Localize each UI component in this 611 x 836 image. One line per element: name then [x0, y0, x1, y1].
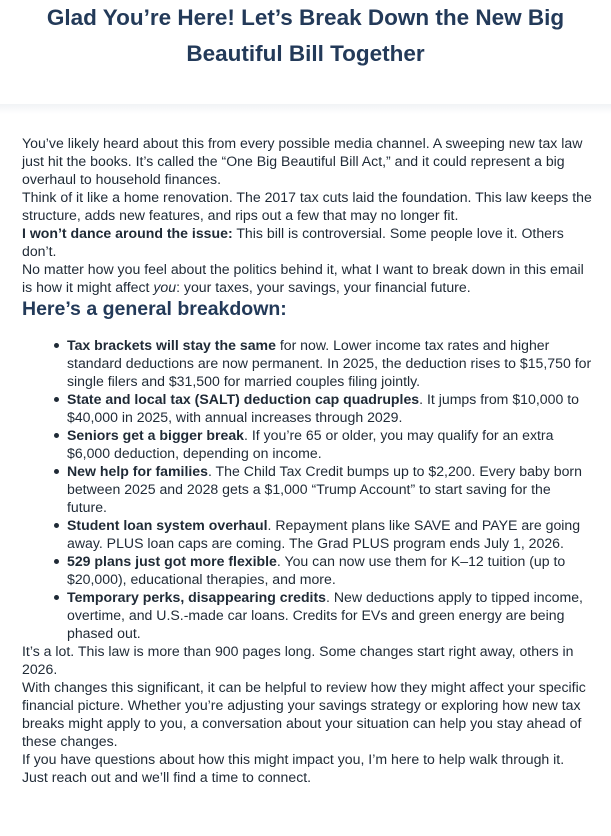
list-item-bold: Temporary perks, disappearing credits — [67, 589, 326, 605]
list-item-text: . Repayment plans like SAVE and PAYE are going away. PLUS loan caps are coming. The Grad PLUS program ends July 1, 2026. — [67, 517, 581, 551]
page-title: Glad You’re Here! Let’s Break Down the New Big Beautiful Bill Together — [46, 5, 565, 66]
list-item — [67, 390, 592, 426]
intro-paragraph-4-tail: : your taxes, your savings, your financial future. — [176, 279, 471, 295]
list-item-text: . New deductions apply to tipped income, overtime, and U.S.-made car loans. Credits for EVs and green energy are being phased out. — [67, 589, 583, 641]
closing-paragraph-3: If you have questions about how this might impact you, I’m here to help walk through it. Just reach out and we’ll find a time to connect. — [22, 751, 565, 785]
list-item-bold: 529 plans just got more flexible — [67, 553, 277, 569]
list-item-text: . If you’re 65 or older, you may qualify for an extra $6,000 deduction, depending on income. — [67, 427, 554, 461]
list-item-bold: Tax brackets will stay the same — [67, 337, 276, 353]
list-item-bold: New help for families — [67, 463, 208, 479]
intro-paragraph-3-bold: I won’t dance around the issue: — [22, 225, 233, 241]
intro-paragraph-3-text: This bill is controversial. Some people love it. Others don’t. — [22, 225, 564, 259]
intro-paragraph-1: You’ve likely heard about this from every possible media channel. A sweeping new tax law just hit the books. It’s called the “One Big Beautiful Bill Act,” and it could represent a big overhaul to household finances. — [22, 135, 583, 187]
list-item — [67, 516, 592, 552]
list-item — [67, 552, 592, 588]
list-item-bold: Seniors get a bigger break — [67, 427, 245, 443]
closing-paragraph-2: With changes this significant, it can be helpful to review how they might affect your specific financial picture. Whether you’re adjusting your savings strategy or exploring how new tax breaks might apply to you, a conversation about your situation can help you stay ahead of these changes. — [22, 679, 586, 749]
intro-paragraph-4-text: No matter how you feel about the politics behind it, what I want to break down in this email is how it might affect — [22, 261, 584, 295]
intro-paragraph-2: Think of it like a home renovation. The 2017 tax cuts laid the foundation. This law keeps the structure, adds new features, and rips out a few that may no longer fit. — [22, 189, 592, 223]
intro-paragraph-3 — [22, 224, 592, 260]
intro-paragraph-4 — [22, 260, 592, 296]
email-header — [0, 0, 611, 104]
list-item — [67, 426, 592, 462]
breakdown-list — [22, 336, 592, 642]
intro-paragraph-4-emphasis: you — [153, 279, 177, 295]
email-body — [22, 134, 592, 786]
list-item-text: . You can now use them for K–12 tuition (up to $20,000), educational therapies, and more. — [67, 553, 566, 587]
list-item — [67, 336, 592, 390]
list-item-bold: State and local tax (SALT) deduction cap quadruples — [67, 391, 420, 407]
list-item-text: for now. Lower income tax rates and higher standard deductions are now permanent. In 2025, the deduction rises to $15,750 for single filers and $31,500 for married couples filing jointly. — [67, 337, 592, 389]
list-item-text: . The Child Tax Credit bumps up to $2,200. Every baby born between 2025 and 2028 gets a $1,000 “Trump Account” to start saving for the future. — [67, 463, 582, 515]
list-item-text: . It jumps from $10,000 to $40,000 in 2025, with annual increases through 2029. — [67, 391, 579, 425]
list-item — [67, 462, 592, 516]
list-item-bold: Student loan system overhaul — [67, 517, 268, 533]
closing-paragraph-1: It’s a lot. This law is more than 900 pages long. Some changes start right away, others in 2026. — [22, 643, 574, 677]
breakdown-heading: Here’s a general breakdown: — [22, 298, 287, 320]
header-divider — [0, 104, 611, 114]
list-item — [67, 588, 592, 642]
